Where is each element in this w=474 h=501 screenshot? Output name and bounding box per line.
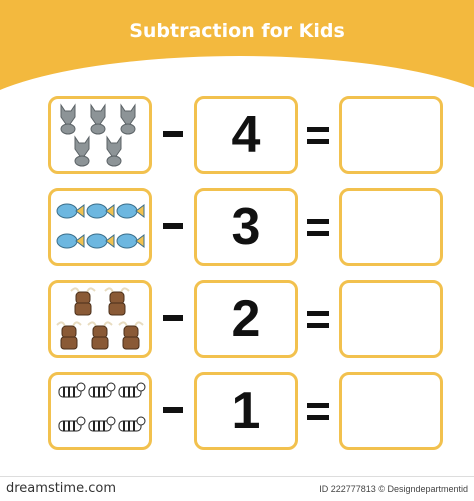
equals-sign-bottom [307,415,329,420]
footer-id-text: ID 222777813 © Designdepartmentid [319,484,468,494]
bull-icon [71,288,95,315]
minus-sign [163,407,183,413]
answer-box[interactable] [339,280,443,358]
zebra-icon [89,383,115,397]
problem-row [0,188,474,270]
problem-row [0,372,474,454]
minus-sign [163,223,183,229]
problem-row [0,96,474,178]
answer-box[interactable] [339,188,443,266]
fish-icon [57,204,84,218]
subtrahend-box: 2 [194,280,298,358]
wolf-icon [61,105,75,134]
subtrahend-box: 3 [194,188,298,266]
footer-bar [0,476,474,501]
equals-sign-bottom [307,139,329,144]
wolf-icon [121,105,135,134]
wolf-icon [107,137,121,166]
minus-sign [163,131,183,137]
fish-icon [87,234,114,248]
fish-icon [117,234,144,248]
zebra-icon [59,417,85,431]
zebra-icon [89,417,115,431]
answer-box[interactable] [339,96,443,174]
zebra-group [51,375,149,447]
fish-icon [57,234,84,248]
answer-box[interactable] [339,372,443,450]
equals-sign-top [307,311,329,316]
zebra-icon [119,417,145,431]
fish-icon [87,204,114,218]
bull-icon [57,322,81,349]
zebra-icon [59,383,85,397]
bull-icon [105,288,129,315]
equals-sign-bottom [307,323,329,328]
wolf-icon [91,105,105,134]
equals-sign-top [307,403,329,408]
fish-icon [117,204,144,218]
footer-logo: dreamstime.com [6,481,116,496]
fish-group [51,191,149,263]
picture-box [48,96,152,174]
equals-sign-bottom [307,231,329,236]
wolf-group [51,99,149,171]
bull-group [51,283,149,355]
picture-box [48,280,152,358]
picture-box [48,188,152,266]
page-title: Subtraction for Kids [129,20,345,42]
subtrahend-box: 1 [194,372,298,450]
equals-sign-top [307,219,329,224]
bull-icon [119,322,143,349]
minus-sign [163,315,183,321]
equals-sign-top [307,127,329,132]
subtrahend-box: 4 [194,96,298,174]
problem-row [0,280,474,362]
picture-box [48,372,152,450]
zebra-icon [119,383,145,397]
bull-icon [88,322,112,349]
wolf-icon [75,137,89,166]
